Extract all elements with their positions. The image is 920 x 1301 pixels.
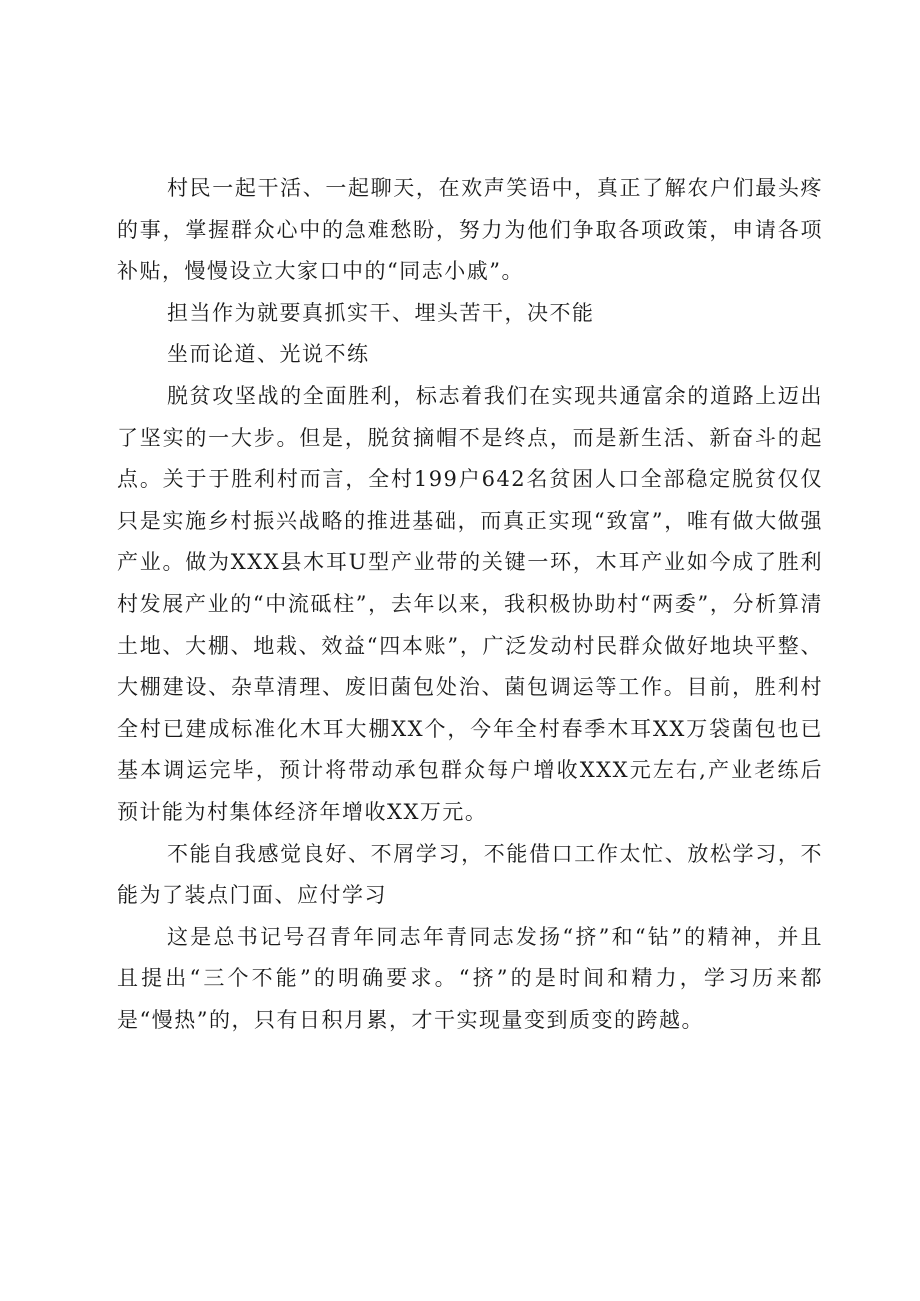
heading-line-study: 不能自我感觉良好、不屑学习，不能借口工作太忙、放松学习，不能为了装点门面、应付学习 — [117, 841, 823, 908]
paragraph-village-work: 村民一起干活、一起聊天，在欢声笑语中，真正了解农户们最头疼的事，掌握群众心中的急难愁盼，努力为他们争取各项政策，申请各项补贴，慢慢设立大家口中的“同志小戚”。 — [117, 176, 823, 284]
paragraph-youth-study: 这是总书记号召青年同志年青同志发扬“挤”和“钻”的精神，并且且提出“三个不能”的明确要求。“挤”的是时间和精力，学习历来都是“慢热”的，只有日积月累，才干实现量变到质变的跨越。 — [117, 924, 823, 1032]
heading-line-no-empty-talk: 坐而论道、光说不练 — [167, 342, 370, 367]
document-body — [117, 168, 823, 1041]
paragraph-poverty-alleviation: 脱贫攻坚战的全面胜利，标志着我们在实现共通富余的道路上迈出了坚实的一大步。但是，脱贫摘帽不是终点，而是新生活、新奋斗的起点。关于于胜利村而言，全村199户642名贫困人口全部稳定脱贫仅仅只是实施乡村振兴战略的推进基础，而真正实现“致富”，唯有做大做强产业。做为XXX县木耳U型产业带的关键一环，木耳产业如今成了胜利村发展产业的“中流砥柱”，去年以来，我积极协助村“两委”，分析算清土地、大棚、地栽、效益“四本账”，广泛发动村民群众做好地块平整、大棚建设、杂草清理、废旧菌包处治、菌包调运等工作。目前，胜利村全村已建成标准化木耳大棚XX个，今年全村春季木耳XX万袋菌包也已基本调运完毕，预计将带动承包群众每户增收XXX元左右,产业老练后预计能为村集体经济年增收XX万元。 — [117, 383, 823, 824]
heading-line-responsibility: 担当作为就要真抓实干、埋头苦干，决不能 — [167, 300, 595, 325]
